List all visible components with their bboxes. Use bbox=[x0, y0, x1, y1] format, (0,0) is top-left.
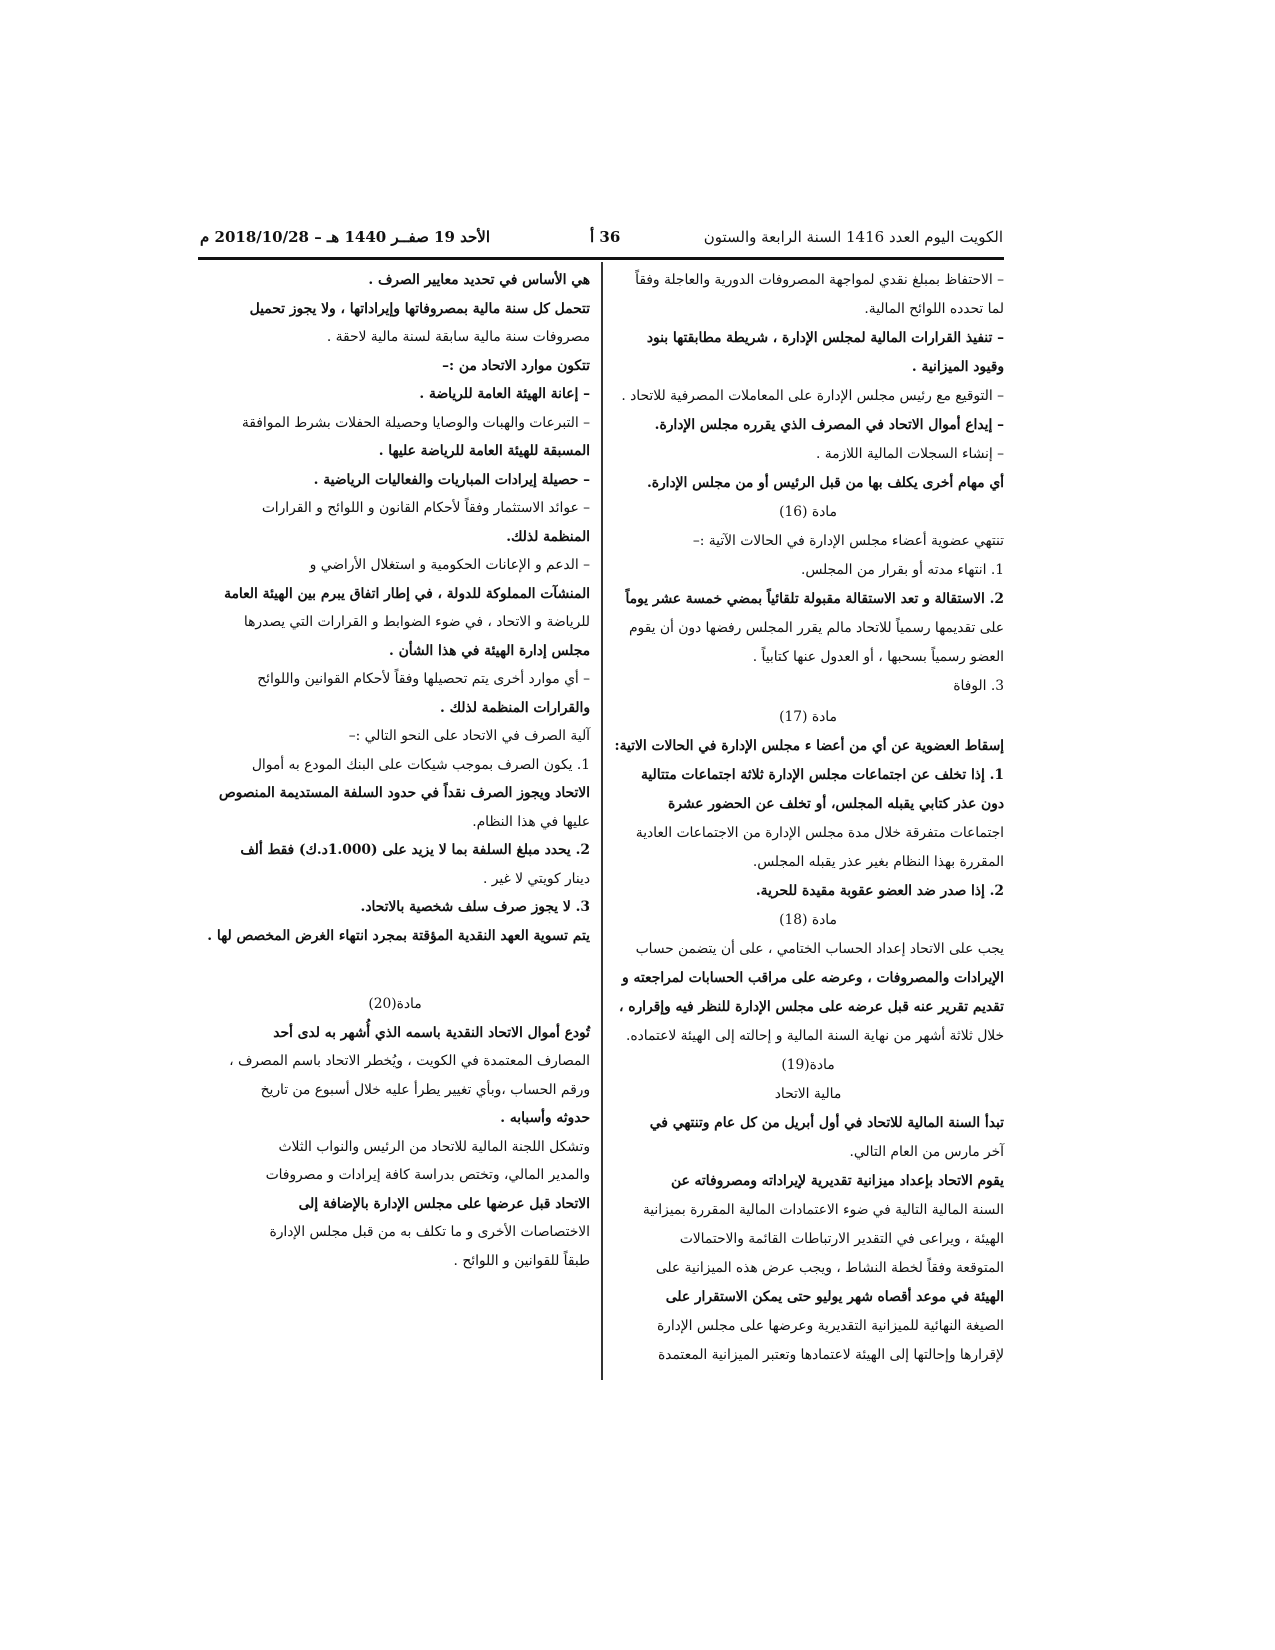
text-line: 2. إذا صدر ضد العضو عقوبة مقيدة للحرية. bbox=[755, 883, 1004, 899]
text-line: طبقاً للقوانين و اللوائح . bbox=[453, 1252, 590, 1269]
text-line: المنشآت المملوكة للدولة ، في إطار اتفاق يبرم بين الهيئة العامة bbox=[224, 585, 590, 602]
text-line: الهيئة ، ويراعى في التقدير الارتباطات القائمة والاحتمالات bbox=[679, 1231, 1004, 1247]
text-line: آلية الصرف في الاتحاد على النحو التالي :– bbox=[348, 728, 590, 744]
text-line: الصيغة النهائية للميزانية التقديرية وعرضها على مجلس الإدارة bbox=[656, 1318, 1004, 1334]
left-column bbox=[200, 266, 590, 1275]
text-line: مجلس إدارة الهيئة في هذا الشأن . bbox=[388, 642, 590, 659]
text-line: 1. يكون الصرف بموجب شيكات على البنك المودع به أموال bbox=[251, 756, 590, 773]
page-number: 36 أ bbox=[590, 228, 621, 246]
text-line: – إعانة الهيئة العامة للرياضة . bbox=[419, 386, 590, 402]
text-line: والمدير المالي، وتختص بدراسة كافة إيرادات و مصروفات bbox=[265, 1167, 590, 1183]
text-line: آخر مارس من العام التالي. bbox=[849, 1144, 1004, 1160]
text-line: – التبرعات والهبات والوصايا وحصيلة الحفلات بشرط الموافقة bbox=[241, 414, 590, 431]
text-line: المنظمة لذلك. bbox=[506, 528, 590, 545]
text-line: تنتهي عضوية أعضاء مجلس الإدارة في الحالات الآتية :– bbox=[692, 533, 1004, 549]
text-line: تتحمل كل سنة مالية بمصروفاتها وإيراداتها ، ولا يجوز تحميل bbox=[249, 300, 590, 317]
text-line: المقررة بهذا النظام بغير عذر يقبله المجلس. bbox=[752, 854, 1004, 870]
text-line: الاتحاد قبل عرضها على مجلس الإدارة بالإضافة إلى bbox=[298, 1195, 590, 1212]
text-line: يجب على الاتحاد إعداد الحساب الختامي ، على أن يتضمن حساب bbox=[635, 941, 1004, 957]
text-line: 3. الوفاة bbox=[953, 678, 1004, 694]
text-line: وقيود الميزانية . bbox=[911, 359, 1004, 375]
text-line: الإيرادات والمصروفات ، وعرضه على مراقب الحسابات لمراجعته و bbox=[622, 970, 1004, 986]
text-line: اجتماعات متفرقة خلال مدة مجلس الإدارة من الاجتماعات العادية bbox=[635, 825, 1004, 841]
text-line: وتشكل اللجنة المالية للاتحاد من الرئيس والنواب الثلاث bbox=[278, 1138, 590, 1155]
text-line: المتوقعة وفقاً لخطة النشاط ، ويجب عرض هذه الميزانية على bbox=[655, 1260, 1004, 1276]
text-line: – عوائد الاستثمار وفقاً لأحكام القانون و اللوائح و القرارات bbox=[261, 500, 590, 516]
text-line: 3. لا يجوز صرف سلف شخصية بالاتحاد. bbox=[360, 899, 590, 915]
text-line: السنة المالية التالية في ضوء الاعتمادات المالية المقررة بميزانية bbox=[642, 1202, 1004, 1218]
text-line: مصروفات سنة مالية سابقة لسنة مالية لاحقة . bbox=[326, 329, 590, 345]
text-line: – الدعم و الإعانات الحكومية و استغلال الأراضي و bbox=[309, 557, 590, 573]
text-line: – حصيلة إيرادات المباريات والفعاليات الرياضية . bbox=[313, 471, 590, 488]
text-line: هي الأساس في تحديد معايير الصرف . bbox=[368, 272, 590, 288]
text-line: لما تحدده اللوائح المالية. bbox=[864, 301, 1004, 317]
text-line: دون عذر كتابي يقبله المجلس، أو تخلف عن الحضور عشرة bbox=[668, 796, 1004, 812]
text-line: 2. يحدد مبلغ السلفة بما لا يزيد على (1.000د.ك) فقط ألف bbox=[240, 842, 590, 858]
text-line: أي مهام أخرى يكلف بها من قبل الرئيس أو من مجلس الإدارة. bbox=[646, 475, 1004, 491]
text-line: – الاحتفاظ بمبلغ نقدي لمواجهة المصروفات الدورية والعاجلة وفقاً bbox=[635, 272, 1004, 288]
issue-date: الأحد 19 صفــر 1440 هـ – 2018/10/28 م bbox=[200, 228, 491, 246]
text-line: 1. انتهاء مدته أو بقرار من المجلس. bbox=[800, 562, 1004, 578]
gazette-issue: الكويت اليوم العدد 1416 السنة الرابعة والستون bbox=[703, 228, 1003, 246]
text-line: المسبقة للهيئة العامة للرياضة عليها . bbox=[378, 443, 590, 459]
text-line: يتم تسوية العهد النقدية المؤقتة بمجرد انتهاء الغرض المخصص لها . bbox=[207, 927, 590, 944]
text-line: تبدأ السنة المالية للاتحاد في أول أبريل من كل عام وتنتهي في bbox=[649, 1115, 1004, 1131]
column-divider bbox=[601, 262, 603, 1380]
text-line: الهيئة في موعد أقصاه شهر يوليو حتى يمكن الاستقرار على bbox=[665, 1289, 1004, 1305]
text-line: – أي موارد أخرى يتم تحصيلها وفقاً لأحكام القوانين واللوائح bbox=[257, 671, 590, 687]
text-line: الاتحاد ويجوز الصرف نقداً في حدود السلفة المستديمة المنصوص bbox=[218, 785, 590, 801]
text-line: يقوم الاتحاد بإعداد ميزانية تقديرية لإيراداته ومصروفاته عن bbox=[671, 1173, 1004, 1189]
text-line: ورقم الحساب ،وبأي تغيير يطرأ عليه خلال أسبوع من تاريخ bbox=[260, 1081, 590, 1098]
text-line: – إنشاء السجلات المالية اللازمة . bbox=[815, 446, 1004, 462]
text-line: المصارف المعتمدة في الكويت ، ويُخطر الاتحاد باسم المصرف ، bbox=[229, 1053, 590, 1069]
text-line: 2. الاستقالة و تعد الاستقالة مقبولة تلقائياً بمضي خمسة عشر يوماً bbox=[625, 591, 1004, 607]
text-line: على تقديمها رسمياً للاتحاد مالم يقرر المجلس رفضها دون أن يقوم bbox=[628, 620, 1004, 636]
header-rule bbox=[198, 257, 1004, 260]
text-line: – التوقيع مع رئيس مجلس الإدارة على المعاملات المصرفية للاتحاد . bbox=[621, 388, 1004, 404]
text-line: عليها في هذا النظام. bbox=[472, 813, 590, 830]
text-line: الاختصاصات الأخرى و ما تكلف به من قبل مجلس الإدارة bbox=[269, 1224, 590, 1240]
article-heading: مادة (16) bbox=[779, 504, 837, 520]
text-line: العضو رسمياً بسحبها ، أو العدول عنها كتابياً . bbox=[752, 649, 1004, 665]
section-heading: مالية الاتحاد bbox=[774, 1086, 842, 1102]
text-line: تقديم تقرير عنه قبل عرضه على مجلس الإدارة للنظر فيه وإقراره ، bbox=[619, 999, 1004, 1015]
article-heading: مادة (18) bbox=[779, 912, 837, 928]
article-heading: مادة(20) bbox=[368, 996, 422, 1012]
article-heading: مادة (17) bbox=[779, 709, 837, 725]
text-line: تُودع أموال الاتحاد النقدية باسمه الذي أُشهر به لدى أحد bbox=[273, 1024, 590, 1041]
article-heading: مادة(19) bbox=[781, 1057, 835, 1073]
text-line: إسقاط العضوية عن أي من أعضا ء مجلس الإدارة في الحالات الاتية: bbox=[614, 738, 1004, 754]
text-line: حدوثه وأسبابه . bbox=[500, 1110, 590, 1126]
text-line: والقرارات المنظمة لذلك . bbox=[440, 699, 590, 716]
text-line: للرياضة و الاتحاد ، في ضوء الضوابط و القرارات التي يصدرها bbox=[243, 614, 590, 630]
text-line: دينار كويتي لا غير . bbox=[483, 870, 590, 887]
page-header bbox=[200, 228, 1003, 254]
text-line: 1. إذا تخلف عن اجتماعات مجلس الإدارة ثلاثة اجتماعات متتالية bbox=[640, 767, 1004, 783]
text-line: لإقرارها وإحالتها إلى الهيئة لاعتمادها وتعتبر الميزانية المعتمدة bbox=[657, 1347, 1004, 1363]
text-line: خلال ثلاثة أشهر من نهاية السنة المالية و إحالته إلى الهيئة لاعتماده. bbox=[626, 1028, 1004, 1044]
text-line: – تنفيذ القرارات المالية لمجلس الإدارة ، شريطة مطابقتها بنود bbox=[646, 330, 1004, 346]
right-column bbox=[612, 266, 1004, 1370]
text-line: – إيداع أموال الاتحاد في المصرف الذي يقرره مجلس الإدارة. bbox=[654, 417, 1004, 433]
text-line: تتكون موارد الاتحاد من :– bbox=[442, 357, 590, 374]
